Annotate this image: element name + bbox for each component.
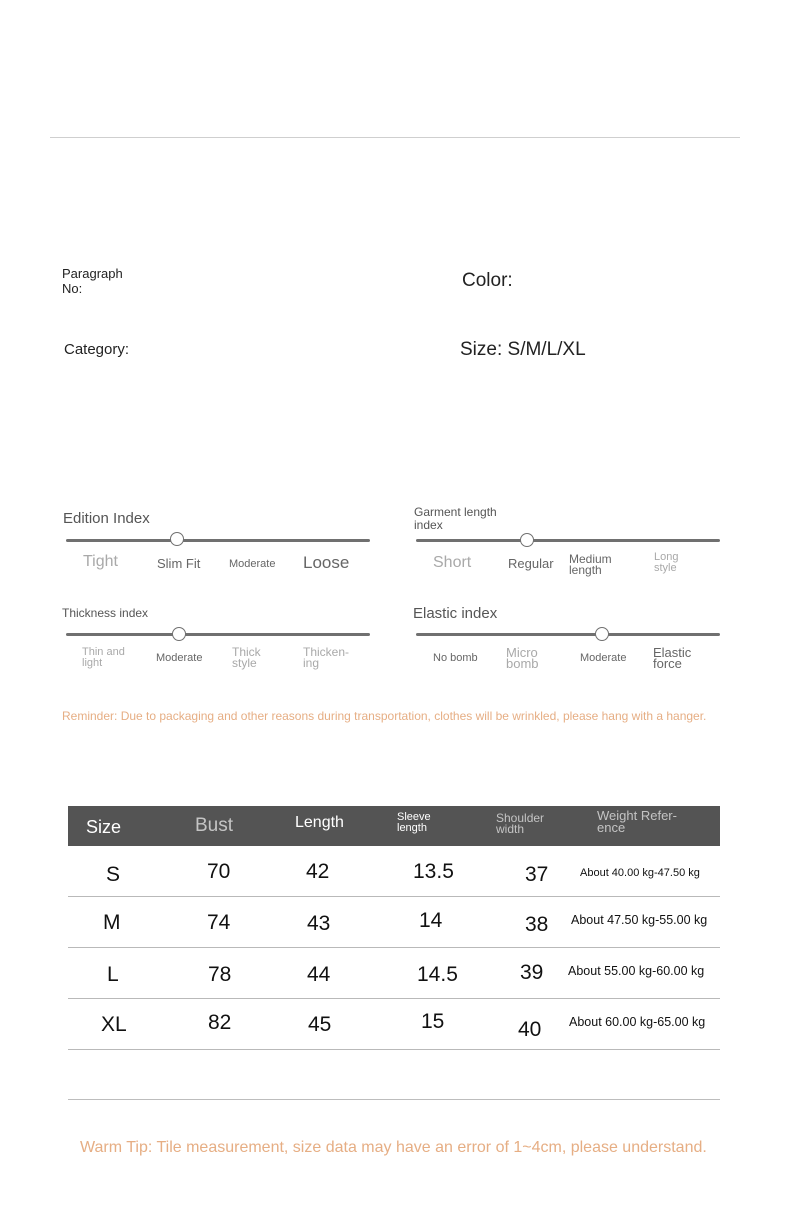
header-sleeve-length: Sleeve length — [397, 811, 431, 834]
cell-shoulder-width: 38 — [525, 913, 549, 936]
cell-weight-reference: About 60.00 kg-65.00 kg — [569, 1015, 706, 1029]
table-row — [68, 897, 720, 948]
cell-sleeve-length: 14.5 — [417, 963, 458, 986]
reminder-note: Reminder: Due to packaging and other reasons during transportation, clothes will be wrinkled, please hang with a hanger. — [62, 709, 707, 723]
thickness-index-title: Thickness index — [62, 606, 149, 620]
elastic-index-track — [416, 633, 720, 636]
header-shoulder-width: Shoulder width — [496, 811, 545, 836]
edition-option-moderate: Moderate — [229, 558, 276, 570]
category-label: Category: — [64, 341, 130, 358]
elastic-index-title: Elastic index — [413, 605, 498, 622]
table-header — [68, 806, 720, 846]
table-row — [68, 948, 720, 999]
color-label: Color: — [462, 270, 513, 291]
header-weight-reference: Weight Refer- ence — [597, 808, 677, 835]
elastic-option-no-bomb: No bomb — [433, 652, 478, 664]
edition-index-track — [66, 539, 370, 542]
size-label: Size: S/M/L/XL — [460, 339, 586, 360]
edition-index-knob[interactable] — [170, 532, 184, 546]
cell-length: 42 — [306, 860, 330, 883]
thickness-index-knob[interactable] — [172, 627, 186, 641]
cell-length: 44 — [307, 963, 331, 986]
paragraph-number-label: Paragraph No: — [62, 266, 123, 296]
thickness-option-thickening: Thicken- ing — [303, 645, 350, 670]
garment-option-regular: Regular — [508, 556, 554, 571]
table-row — [68, 846, 720, 897]
edition-option-loose: Loose — [303, 553, 350, 572]
top-divider — [50, 137, 740, 138]
cell-sleeve-length: 15 — [421, 1010, 445, 1033]
cell-bust: 78 — [208, 963, 232, 986]
warm-tip: Warm Tip: Tile measurement, size data may have an error of 1~4cm, please understand. — [80, 1139, 707, 1156]
cell-weight-reference: About 55.00 kg-60.00 kg — [568, 964, 705, 978]
table-row — [68, 999, 720, 1050]
cell-size: M — [103, 911, 121, 934]
cell-weight-reference: About 40.00 kg-47.50 kg — [580, 867, 700, 879]
garment-length-track — [416, 539, 720, 542]
cell-bust: 74 — [207, 911, 231, 934]
garment-option-long-style: Long style — [654, 551, 679, 574]
garment-length-knob[interactable] — [520, 533, 534, 547]
thickness-option-moderate: Moderate — [156, 652, 203, 664]
header-size: Size — [86, 817, 122, 837]
cell-shoulder-width: 39 — [520, 961, 544, 984]
garment-option-medium-length: Medium length — [569, 552, 612, 577]
thickness-index-track — [66, 633, 370, 636]
cell-size: L — [107, 963, 119, 986]
cell-sleeve-length: 14 — [419, 909, 443, 932]
elastic-option-moderate: Moderate — [580, 652, 627, 664]
cell-size: S — [106, 863, 121, 886]
edition-index-title: Edition Index — [63, 510, 150, 527]
cell-bust: 70 — [207, 860, 231, 883]
edition-option-tight: Tight — [83, 553, 118, 570]
cell-weight-reference: About 47.50 kg-55.00 kg — [571, 913, 708, 927]
elastic-option-micro-bomb: Micro bomb — [506, 645, 539, 671]
thickness-option-thick-style: Thick style — [232, 645, 261, 670]
elastic-index-knob[interactable] — [595, 627, 609, 641]
cell-size: XL — [101, 1013, 127, 1036]
size-table — [68, 806, 720, 1050]
elastic-option-elastic-force: Elastic force — [653, 645, 692, 671]
cell-sleeve-length: 13.5 — [413, 860, 454, 883]
header-bust: Bust — [195, 815, 234, 836]
bottom-divider — [68, 1099, 720, 1100]
cell-bust: 82 — [208, 1011, 232, 1034]
edition-option-slim-fit: Slim Fit — [157, 556, 201, 571]
cell-length: 45 — [308, 1013, 332, 1036]
garment-option-short: Short — [433, 554, 472, 571]
cell-shoulder-width: 40 — [518, 1018, 542, 1041]
cell-length: 43 — [307, 912, 331, 935]
cell-shoulder-width: 37 — [525, 863, 549, 886]
garment-length-title: Garment length index — [414, 505, 497, 532]
header-length: Length — [295, 814, 344, 831]
thickness-option-thin-light: Thin and light — [82, 646, 125, 669]
